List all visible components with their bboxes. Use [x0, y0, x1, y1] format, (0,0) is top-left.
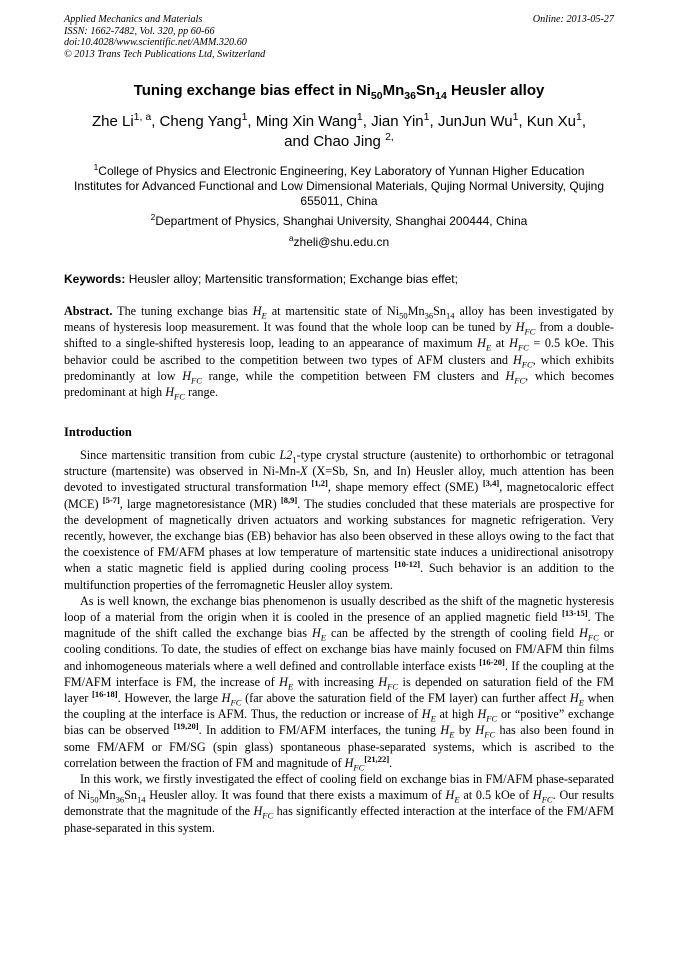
- online-date: Online: 2013-05-27: [532, 14, 614, 25]
- email-link[interactable]: zheli@shu.edu.cn: [293, 235, 390, 249]
- copyright-line: © 2013 Trans Tech Publications Ltd, Switzerland: [64, 48, 266, 60]
- intro-paragraph-2: As is well known, the exchange bias phenomenon is usually described as the shift of the magnetic hysteresis loop of a material from the origin when it is cooled in the presence of an applied magnetic field [13-15]. The magnitude of the shift called the exchange bias $H_E$ can be affected by the strength of cooling field $H_{FC}$ or cooling conditions. To date, the studies of effect on exchange bias have mainly focused on FM/AFM thin films and inhomogeneous materials where a well defined and controllable interface exists [16-20]. If the coupling at the FM/AFM interface is FM, the increase of $H_E$ with increasing $H_{FC}$ is depended on saturation field of the FM layer [16-18]. However, the large $H_{FC}$ (far above the saturation field of the FM layer) can further affect $H_E$ when the coupling at the interface is AFM. Thus, the reduction or increase of $H_E$ at high $H_{FC}$ or “positive” exchange bias can be observed [19,20]. In addition to FM/AFM interfaces, the tuning $H_E$ by $H_{FC}$ has also been found in some FM/AFM or FM/SG (spin glass) spontaneous phase-separated systems, which is ascribed to the correlation between the fraction of FM and magnitude of $H_{FC}[21,22]$.: [64, 593, 615, 773]
- introduction-body: [64, 447, 614, 836]
- affiliation-1: $^1$College of Physics and Electronic Engineering, Key Laboratory of Yunnan Higher Education Institutes for Advanced Functional and Low Dimensional Materials, Qujing Normal University, Qujing 655011, China: [73, 162, 605, 208]
- keywords: Keywords: Heusler alloy; Martensitic transformation; Exchange bias effet;: [64, 272, 458, 286]
- email-line: $^a$zheli@shu.edu.cn: [288, 233, 390, 249]
- abstract: Abstract. The tuning exchange bias $H_E$ at martensitic state of $Ni_{50}Mn_{36}Sn_{14}$ alloy has been investigated by means of hysteresis loop measurement. It was found that the whole loop can be tuned by $H_{FC}$ from a double-shifted to a single-shifted hysteresis loop, leading to an appearance of maximum $H_E$ at $H_{FC} = 0.5$ kOe. This behavior could be ascribed to the competition between two types of AFM clusters and $H_{FC}$, which exhibits predominantly at low $H_{FC}$ range, while the competition between FM clusters and $H_{FC}$, which becomes predominant at high $H_{FC}$ range.: [64, 304, 614, 402]
- doi-line: doi:10.4028/www.scientific.net/AMM.320.60: [64, 37, 247, 48]
- section-heading-introduction: Introduction: [64, 425, 132, 439]
- author-list: Zhe Li$^{1, a}$, Cheng Yang$^1$, Ming Xin Wang$^1$, Jian Yin$^1$, JunJun Wu$^1$, Kun Xu$^1$, and Chao Jing $^{2,}$: [91, 111, 587, 150]
- intro-paragraph-3: In this work, we firstly investigated the effect of cooling field on exchange bias in FM/AFM phase-separated of $Ni_{50}Mn_{36}Sn_{14}$ Heusler alloy. It was found that there exists a maximum of $H_E$ at 0.5 kOe of $H_{FC}$. Our results demonstrate that the magnitude of the $H_{FC}$ has significantly effected interaction at the interface of the FM/AFM phase-separated in this system.: [64, 772, 614, 835]
- journal-name: Applied Mechanics and Materials: [64, 14, 203, 25]
- issn-line: ISSN: 1662-7482, Vol. 320, pp 60-66: [64, 25, 215, 37]
- affiliation-2: $^2$Department of Physics, Shanghai University, Shanghai 200444, China: [150, 212, 528, 228]
- paper-title: Tuning exchange bias effect in $Ni_{50}Mn_{36}Sn_{14}$ Heusler alloy: [133, 82, 545, 102]
- journal-header: [64, 14, 265, 60]
- intro-paragraph-1: Since martensitic transition from cubic $L2_1$-type crystal structure (austenite) to orthorhombic or tetragonal structure (martensite) was observed in Ni-Mn-X (X=Sb, Sn, and In) Heusler alloy, much attention has been devoted to investigated structural transformation [1,2], shape memory effect (SME) [3,4], magnetocaloric effect (MCE) [5-7], large magnetoresistance (MR) [8,9]. The studies concluded that these materials are prospective for the development of magnetically driven actuators and working substances for magnetic refrigeration. Very recently, however, the exchange bias (EB) behavior has also been observed in these alloys owing to the fact that the coexistence of FM/AFM phases at low temperature of martensitic state induces a unidirectional anisotropy when a static magnetic field is applied during cooling process [10-12]. Such behavior is an addition to the multifunction properties of the ferromagnetic Heusler alloy system.: [64, 448, 615, 592]
